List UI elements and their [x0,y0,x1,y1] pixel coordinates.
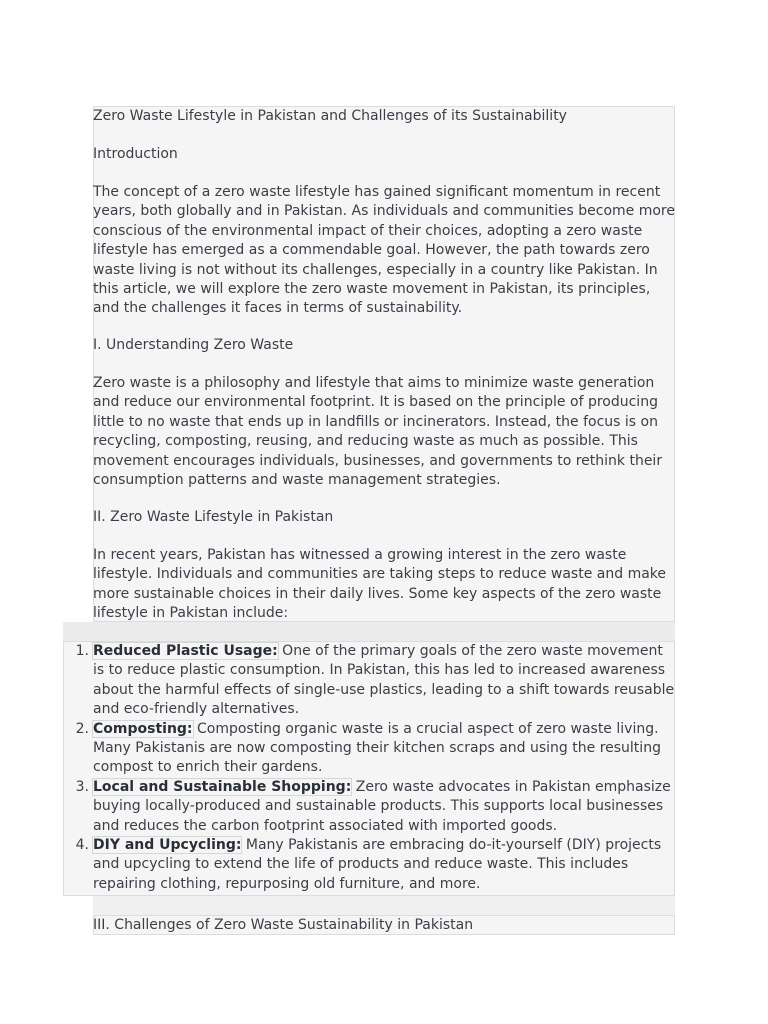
list-number: 2. [75,720,89,737]
section2-heading: II. Zero Waste Lifestyle in Pakistan [93,509,334,525]
list-item-term: Composting: [93,720,193,737]
document-title: Zero Waste Lifestyle in Pakistan and Challenges of its Sustainability [93,108,567,124]
list-item [75,836,678,894]
section2-paragraph: In recent years, Pakistan has witnessed a growing interest in the zero waste lifestyle. Individuals and communities are taking steps to reduce waste and make more sustainable choices in their daily lives. Some key aspects of the zero waste lifestyle in Pakistan include: [93,547,667,622]
section1-heading: I. Understanding Zero Waste [93,337,294,353]
section-spacer [93,896,675,915]
intro-paragraph: The concept of a zero waste lifestyle has gained significant momentum in recent years, both globally and in Pakistan. As individuals and communities become more conscious of the environmental impact of their choices, adopting a zero waste lifestyle has emerged as a commendable goal. However, the path towards zero waste living is not without its challenges, especially in a country like Pakistan. In this article, we will explore the zero waste movement in Pakistan, its principles, and the challenges it faces in terms of sustainability. [93,184,675,317]
list-item-text: Many Pakistanis are embracing do-it-yourself (DIY) projects and upcycling to extend the life of products and reduce waste. This includes repairing clothing, repurposing old furniture, and more. [93,837,662,892]
list-spacer [63,622,675,641]
list-item-term: Reduced Plastic Usage: [93,643,278,659]
list-item-text: One of the primary goals of the zero waste movement is to reduce plastic consumption. In Pakistan, this has led to increased awareness about the harmful effects of single-use plastics, leading to a shift towards reusable and eco-friendly alternatives. [93,643,675,718]
list-number: 4. [75,837,89,854]
key-aspects-list [75,642,678,894]
list-item-term: Local and Sustainable Shopping: [93,778,352,795]
list-item-text: Composting organic waste is a crucial aspect of zero waste living. Many Pakistanis are now composting their kitchen scraps and using the resulting compost to enrich their gardens. [93,720,661,776]
list-item-term: DIY and Upcycling: [93,837,242,854]
list-number: 1. [75,643,89,659]
intro-heading: Introduction [93,146,178,162]
list-item-text: Zero waste advocates in Pakistan emphasize buying locally-produced and sustainable products. This supports local businesses and reduces the carbon footprint associated with imported goods. [93,778,671,834]
list-item [75,720,678,778]
section1-paragraph: Zero waste is a philosophy and lifestyle that aims to minimize waste generation and reduce our environmental footprint. It is based on the principle of producing little to no waste that ends up in landfills or incinerators. Instead, the focus is on recycling, composting, reusing, and reducing waste as much as possible. This movement encourages individuals, businesses, and governments to rethink their consumption patterns and waste management strategies. [93,375,663,489]
list-item [75,778,678,836]
list-item [75,642,678,720]
list-number: 3. [75,778,89,795]
section3-heading: III. Challenges of Zero Waste Sustainability in Pakistan [93,917,474,933]
